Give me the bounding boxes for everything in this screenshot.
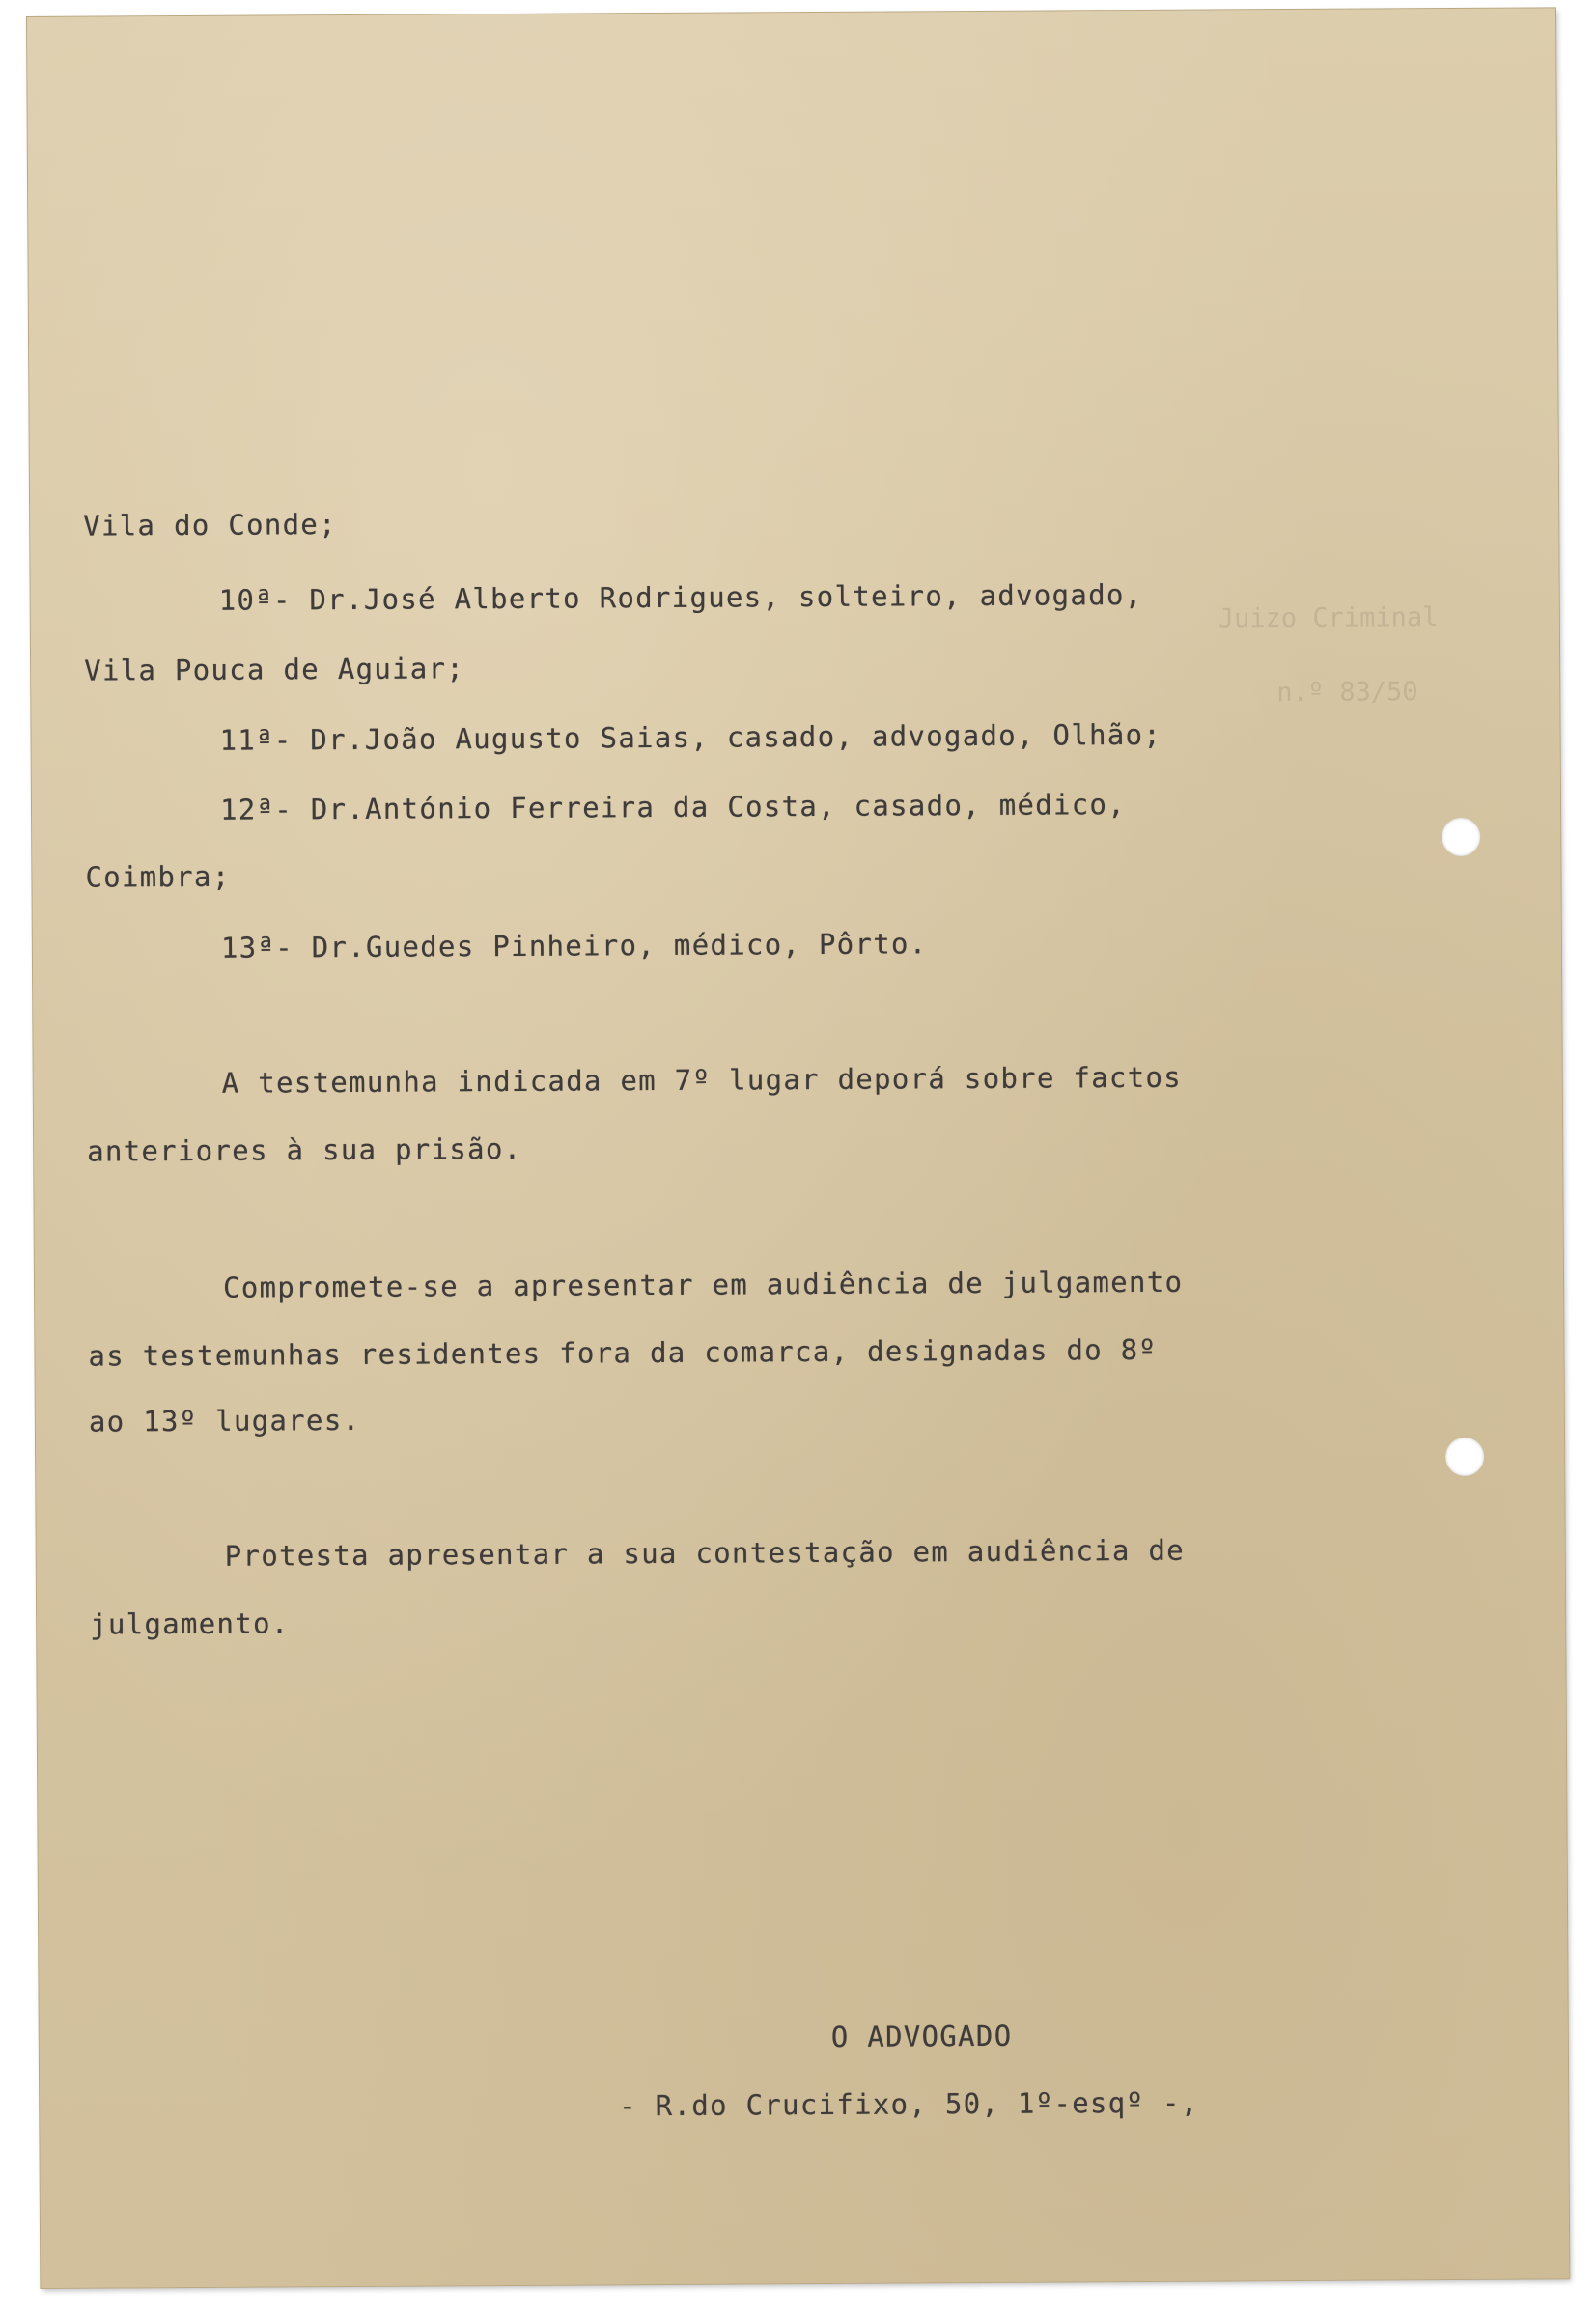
punch-hole	[1445, 1438, 1484, 1476]
witness-item-13: 13ª- Dr.Guedes Pinheiro, médico, Pôrto.	[220, 927, 928, 964]
paragraph-testimony-line: A testemunha indicada em 7º lugar deporá sobre factos	[221, 1060, 1183, 1100]
bleed-through-text: Juizo Criminal	[1218, 602, 1439, 634]
paragraph-commitment-line: ao 13º lugares.	[88, 1403, 361, 1438]
paragraph-protest-line: julgamento.	[90, 1606, 290, 1641]
witness-item-10: 10ª- Dr.José Alberto Rodrigues, solteiro, advogado,	[218, 577, 1143, 617]
punch-hole	[1442, 818, 1480, 856]
witness-item-11: 11ª- Dr.João Augusto Saias, casado, advogado, Olhão;	[219, 717, 1162, 757]
witness-item-12: 12ª- Dr.António Ferreira da Costa, casado, médico,	[219, 788, 1127, 826]
paragraph-commitment-line: Compromete-se a apresentar em audiência de julgamento	[222, 1265, 1184, 1304]
witness-item-10-continued: Vila Pouca de Aguiar;	[84, 652, 465, 687]
signature-address: - R.do Crucifixo, 50, 1º-esqº -,	[619, 2085, 1199, 2123]
paragraph-commitment-line: as testemunhas residentes fora da comarca, designadas do 8º	[88, 1332, 1158, 1373]
witness-item-12-continued: Coimbra;	[85, 859, 231, 894]
witness-list-continuation: Vila do Conde;	[83, 508, 337, 543]
paragraph-protest-line: Protesta apresentar a sua contestação em audiência de	[224, 1533, 1186, 1573]
document-page	[27, 8, 1569, 2288]
bleed-through-text: n.º 83/50	[1276, 677, 1418, 709]
paragraph-testimony-line: anteriores à sua prisão.	[87, 1131, 522, 1168]
signature-title: O ADVOGADO	[830, 2019, 1013, 2053]
